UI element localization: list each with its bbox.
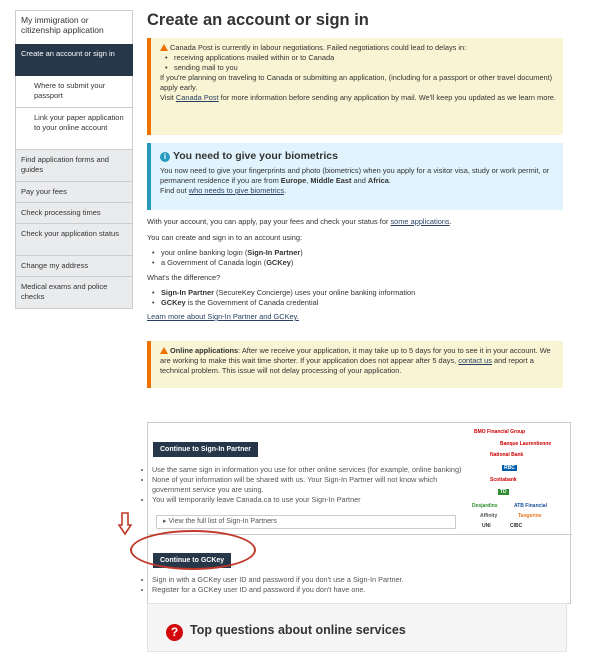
bank-logo: UNI [482,523,491,529]
canada-post-para2: Visit Canada Post for more information before sending any application by mail. We'll keep you updated as we learn more. [160,93,556,102]
continue-gckey-button[interactable]: Continue to GCKey [153,553,231,568]
canada-post-bullets [160,53,557,73]
canada-post-link[interactable]: Canada Post [175,93,219,102]
sign-in-options [147,422,571,604]
bank-logo: Desjardins [472,503,498,509]
caret-right-icon: ▸ [163,518,167,525]
list-item: • receiving applications mailed within or to Canada [160,53,557,63]
bank-logo: Scotiabank [490,477,517,483]
sidebar-item-find-forms[interactable]: Find application forms and guides [15,150,133,182]
warning-icon [160,347,168,354]
biometrics-text: You now need to give your fingerprints and photo (biometrics) when you apply for a visitor visa, study or work permit, or permanent residence if you are from Europe, Middle East and Africa. [160,166,550,185]
sidebar-item-pay-fees[interactable]: Pay your fees [15,182,133,203]
sidebar-item-link-paper-application[interactable]: Link your paper application to your online account [15,108,133,150]
biometrics-heading: i You need to give your biometrics [160,148,557,164]
contact-us-link[interactable]: contact us [458,356,492,365]
bank-logo: Tangerine [518,513,542,519]
list-item: • GCKey is the Government of Canada credential [147,298,565,308]
sign-in-partner-bullets [152,465,462,505]
top-questions-panel [147,603,567,652]
list-item: • Sign-In Partner (SecureKey Concierge) uses your online banking information [147,288,565,298]
question-icon: ? [166,624,183,641]
annotation-oval [130,530,256,570]
sidebar-item-processing-times[interactable]: Check processing times [15,203,133,224]
list-item: • None of your information will be shared with us. Your Sign-In Partner will not know which government service you are using. [152,475,462,495]
canada-post-intro: Canada Post is currently in labour negotiations. Failed negotiations could lead to delays in: [160,43,557,53]
sidebar-item-create-account[interactable]: Create an account or sign in [15,44,133,76]
sidebar-item-submit-passport[interactable]: Where to submit your passport [15,76,133,108]
bank-logo: RBC [504,465,515,471]
bank-logo: TD [500,489,507,495]
sidebar-item-change-address[interactable]: Change my address [15,256,133,277]
list-item: • Sign in with a GCKey user ID and password if you don't use a Sign-In Partner. [152,575,472,585]
difference-question: What's the difference? [147,273,221,282]
gckey-bullets [152,575,472,595]
list-item: • Use the same sign in information you use for other online services (for example, online banking) [152,465,462,475]
biometrics-find-out: Find out who needs to give biometrics. [160,186,287,195]
list-item: • sending mail to you [160,63,557,73]
sidebar-item-application-status[interactable]: Check your application status [15,224,133,256]
canada-post-alert [147,38,563,135]
bank-logo: Banque Laurentienne [500,441,552,447]
account-options-list [147,248,565,268]
list-item: • Register for a GCKey user ID and password if you don't have one. [152,585,472,595]
account-options-intro: You can create and sign in to an account using: [147,233,303,242]
info-icon: i [160,152,170,162]
bank-logo: Affinity [480,513,498,519]
page-title: Create an account or sign in [147,11,369,29]
sidebar-nav [15,10,133,309]
bank-logos [470,427,568,531]
list-item: • a Government of Canada login (GCKey) [147,258,565,268]
difference-list [147,288,565,308]
some-applications-link[interactable]: some applications [390,217,450,226]
bank-logo: BMO Financial Group [474,429,526,435]
warning-icon [160,44,168,51]
list-item: • You will temporarily leave Canada.ca to use your Sign-In Partner [152,495,462,505]
continue-sign-in-partner-button[interactable]: Continue to Sign-In Partner [153,442,258,457]
sidebar-item-medical-exams[interactable]: Medical exams and police checks [15,277,133,309]
sign-in-partners-toggle[interactable]: ▸ View the full list of Sign-In Partners [156,515,456,529]
learn-more-link[interactable]: Learn more about Sign-In Partner and GCKey. [147,312,299,321]
annotation-arrow-icon [118,512,132,536]
bank-logo: CIBC [510,523,523,529]
bank-logo: ATB Financial [514,503,547,509]
top-questions-title: Top questions about online services [190,623,406,637]
bank-logo: National Bank [490,452,524,458]
account-info [147,217,565,322]
main-content [147,10,565,594]
biometrics-link[interactable]: who needs to give biometrics [188,186,285,195]
online-applications-alert: Online applications: After we receive your application, it may take up to 5 days for you to see it in your account. We are working to make this wait time shorter. If your application does not appear after 5 days, contact us and report a technical problem. This issue will not delay processing of your application. [147,341,563,388]
account-intro: With your account, you can apply, pay your fees and check your status for some applications. [147,217,452,226]
canada-post-para1: If you're planning on traveling to Canada or submitting an application, (including for a passport or other travel document) apply early. [160,73,553,92]
biometrics-alert [147,143,563,210]
list-item: • your online banking login (Sign-In Partner) [147,248,565,258]
sidebar-heading: My immigration or citizenship application [15,10,133,44]
